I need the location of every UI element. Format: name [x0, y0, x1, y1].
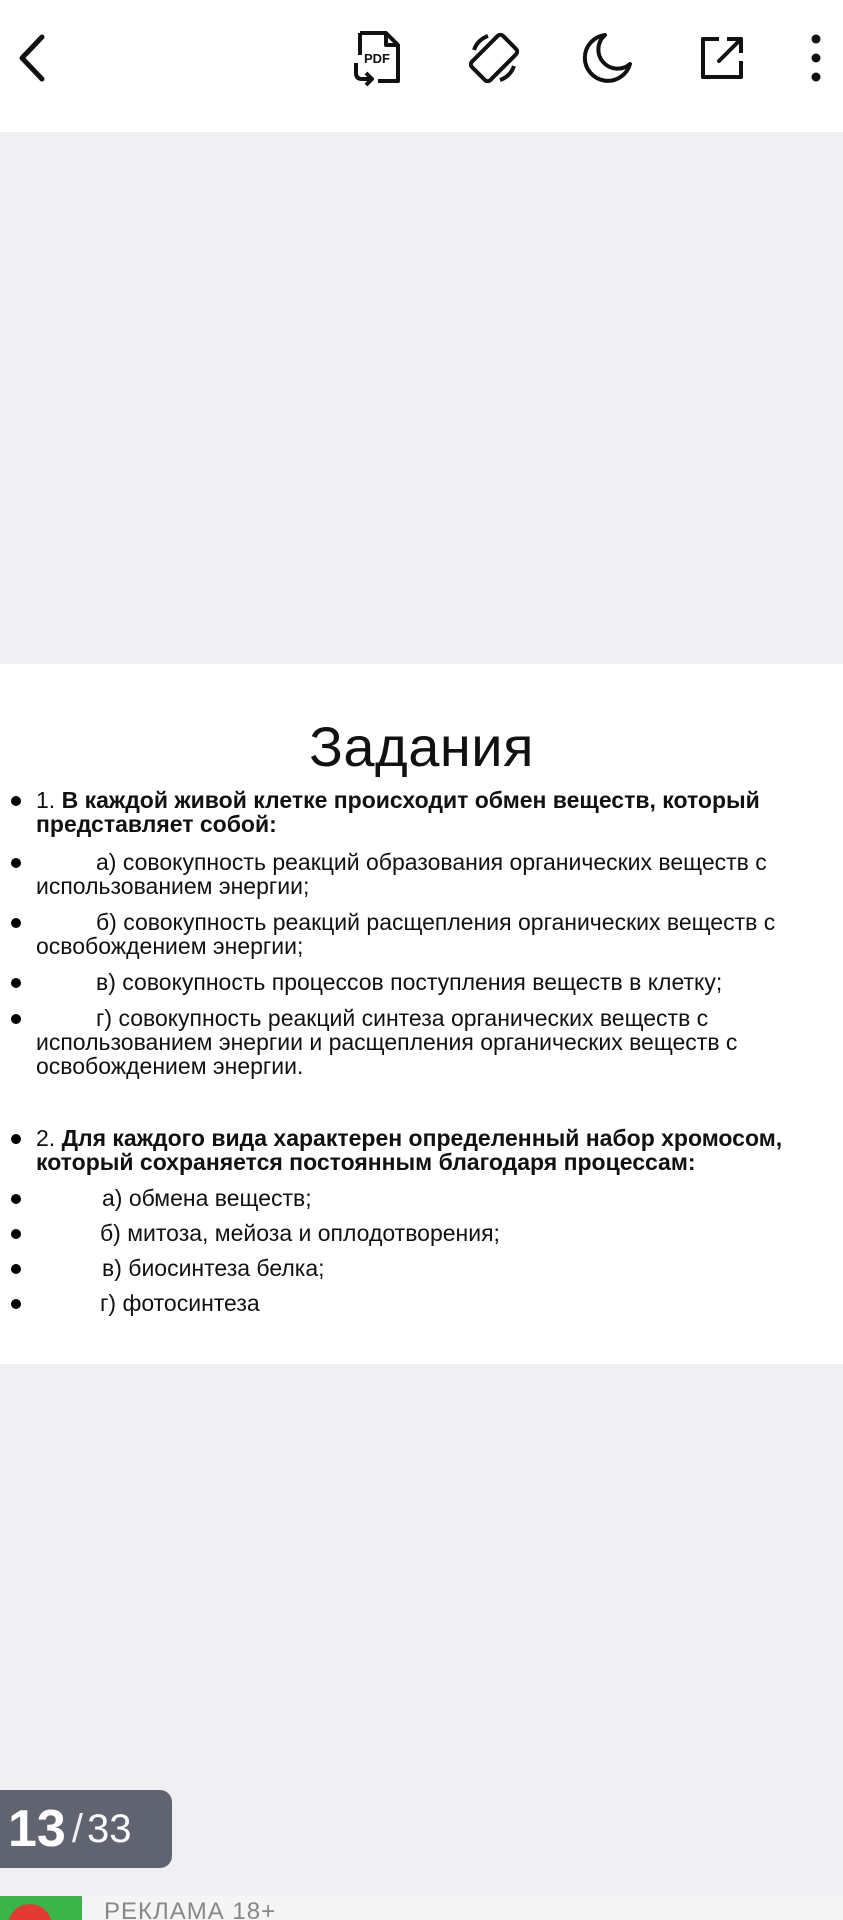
current-page: 13: [8, 1800, 66, 1858]
question-text: В каждой живой клетке происходит обмен веществ, который представляет собой:: [36, 787, 760, 837]
back-icon[interactable]: [0, 26, 64, 90]
option-text: б) митоза, мейоза и оплодотворения;: [100, 1220, 500, 1246]
question-text: Для каждого вида характерен определенный набор хромосом, который сохраняется постоянным благодаря процессам:: [36, 1125, 783, 1175]
bullet-icon: [11, 1134, 21, 1144]
bullet-icon: [11, 1229, 21, 1239]
night-mode-icon[interactable]: [575, 26, 639, 90]
bullet-icon: [11, 1264, 21, 1274]
document-background: [0, 132, 843, 664]
ad-banner[interactable]: [0, 1896, 843, 1920]
question-number: 2.: [36, 1125, 56, 1151]
answer-option: [0, 1291, 843, 1315]
question-number: 1.: [36, 787, 56, 813]
bullet-icon: [11, 1194, 21, 1204]
answer-option: [0, 1221, 843, 1245]
page-title: Задания: [309, 715, 534, 778]
bullet-icon: [11, 978, 21, 988]
document-page: [0, 664, 843, 1364]
question-1: [0, 788, 843, 836]
total-pages: 33: [86, 1806, 132, 1851]
question-2: [0, 1126, 843, 1174]
bullet-icon: [11, 796, 21, 806]
answer-option: [0, 970, 843, 994]
page-indicator[interactable]: [0, 1790, 172, 1868]
answer-option: [0, 1186, 843, 1210]
answer-option: [0, 1006, 843, 1078]
option-text: в) биосинтеза белка;: [102, 1255, 325, 1281]
answer-option: [0, 1256, 843, 1280]
option-text: а) обмена веществ;: [102, 1185, 312, 1211]
option-text: б) совокупность реакций расщепления органических веществ с освобождением энергии;: [36, 909, 776, 959]
open-external-icon[interactable]: [690, 26, 754, 90]
ad-logo-icon: [0, 1896, 82, 1920]
option-text: г) совокупность реакций синтеза органических веществ с использованием энергии и расщепления органических веществ с освобождением энергии.: [36, 1005, 738, 1079]
bullet-icon: [11, 918, 21, 928]
bullet-icon: [11, 1014, 21, 1024]
option-text: в) совокупность процессов поступления веществ в клетку;: [96, 969, 723, 995]
svg-text:PDF: PDF: [364, 51, 390, 66]
page-separator: /: [71, 1806, 83, 1851]
answer-option: [0, 910, 843, 958]
answer-option: [0, 850, 843, 898]
bullet-icon: [11, 1299, 21, 1309]
rotate-screen-icon[interactable]: [462, 26, 526, 90]
ad-label: РЕКЛАМА 18+: [104, 1898, 277, 1920]
top-toolbar: [0, 0, 843, 132]
pdf-convert-icon[interactable]: [346, 26, 410, 90]
bullet-icon: [11, 858, 21, 868]
option-text: г) фотосинтеза: [100, 1290, 260, 1316]
more-icon[interactable]: [796, 26, 836, 90]
option-text: а) совокупность реакций образования органических веществ с использованием энергии;: [36, 849, 767, 899]
